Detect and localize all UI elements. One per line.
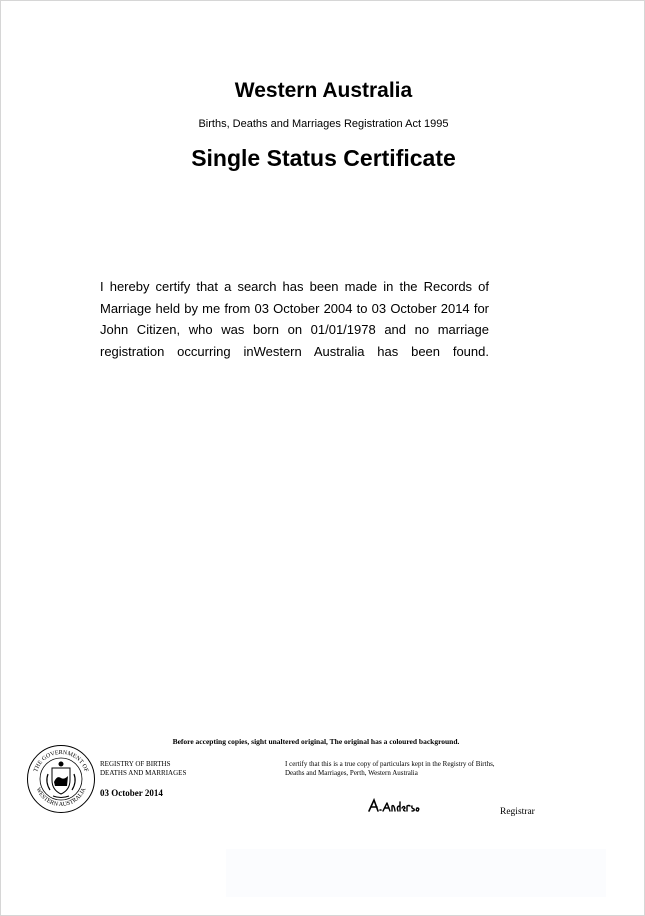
registry-line: DEATHS AND MARRIAGES (100, 769, 187, 777)
act-subtitle: Births, Deaths and Marriages Registration Act 1995 (198, 118, 449, 130)
registrar-title: Registrar (500, 807, 535, 817)
certification-paragraph (100, 276, 489, 362)
registry-line: REGISTRY OF BIRTHS (100, 760, 171, 768)
background-texture (226, 849, 606, 897)
certify-line: Deaths and Marriages, Perth, Western Australia (285, 769, 418, 777)
paragraph-line: John Citizen, who was born on 01/01/1978 and no marriage (100, 322, 489, 337)
seal-text-top: THE GOVERNMENT OF (33, 749, 89, 773)
certify-line: I certify that this is a true copy of particulars kept in the Registry of Births, (285, 760, 495, 768)
government-seal-icon (26, 744, 96, 814)
registrar-signature (367, 796, 421, 814)
state-title: Western Australia (234, 79, 413, 102)
paragraph-line: I hereby certify that a search has been made in the Records of (100, 279, 489, 294)
registry-name (100, 760, 186, 778)
certification-statement (285, 760, 495, 778)
issue-date: 03 October 2014 (100, 788, 163, 798)
paragraph-line: Marriage held by me from 03 October 2004 to 03 October 2014 for (100, 300, 489, 316)
certificate-title: Single Status Certificate (191, 145, 456, 171)
original-notice: Before accepting copies, sight unaltered original, The original has a coloured background. (172, 737, 460, 746)
paragraph-line: registration occurring inWestern Australia has been found. (100, 343, 489, 359)
seal-text-bottom: WESTERN AUSTRALIA (34, 786, 88, 809)
